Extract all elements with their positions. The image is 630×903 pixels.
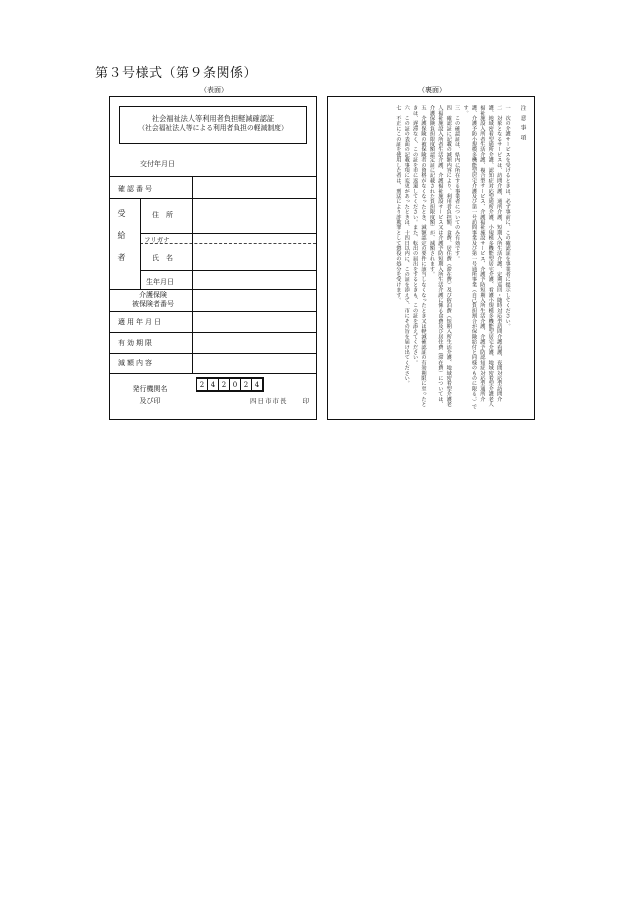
insured-number-label-line1: 介護保険	[139, 291, 167, 299]
start-date-label: 適用年月日	[118, 318, 163, 326]
back-side-label: （裏面）	[418, 86, 446, 94]
issuer-code-digit: 2	[218, 378, 230, 391]
note-item: 六 この証の表面の記載事項に変更があったときは、十四日以内に、この証を添えて、市にその旨を届け出てください。	[403, 105, 410, 386]
issuer-label-line2: 及び印	[139, 397, 161, 405]
issuer-code-digit: 2	[240, 378, 252, 391]
note-item: 三 この確認証は、県内に所在する事業者についてのみ有効です。	[454, 105, 461, 261]
reduction-label: 減額内容	[118, 359, 154, 367]
card-subtitle: （社会福祉法人等による利用者負担の軽減制度）	[138, 124, 288, 133]
cert-number-label: 確認番号	[118, 185, 154, 193]
note-item: 二 対象となるサービスは、訪問介護、通所介護、短期入所生活介護、定期巡回・随時対応型訪問介護看護、夜間対応型訪問介護、地域密着型通所介護、認知症対応型通所介護、小規模多機能型居宅介護、看護小規模多機能型居宅介護、地域密着型介護老人福祉施設入所者生活介護、複合型サービス、介護福祉施設サービス、介護予防短期入所生活介護、介護予防認知症対応型通所介護、介護予防小規模多機能型居宅介護及び第一号訪問事業及び第一号通所事業（自己負担割合が保険給付と同様のものに限る。）です。	[462, 105, 503, 410]
note-item: 五 介護保険の被保険者の資格がなくなったとき、減額認定の要件に該当しなくなったとき又は軽減確認証の有効期限に至ったときは、遅滞なく、この証を市に返還してください。また、転出の届出をするときも、この証を添えてください。	[412, 105, 427, 407]
issuer-name-seal: 四日市市長 印	[250, 397, 310, 405]
issuer-label-line1: 発行機関名	[132, 385, 168, 393]
address-label: 住 所	[152, 211, 173, 219]
recipient-label: 受給者	[117, 209, 126, 275]
name-label: 氏 名	[152, 254, 173, 262]
issuer-code-digit: 4	[207, 378, 219, 391]
note-item: 一 次の介護サービスを受けるときは、必ず事前に、この確認証を事業者に提示してください。	[504, 105, 511, 329]
issuer-code-boxes	[196, 377, 264, 392]
issuer-code-digit: 2	[196, 378, 208, 391]
issue-date-label: 交付年月日	[140, 160, 175, 168]
issuer-code-digit: 4	[251, 378, 263, 391]
form-title: 第３号様式（第９条関係）	[95, 66, 258, 81]
back-card	[327, 96, 535, 420]
insured-number-label	[118, 291, 188, 309]
furigana-label: フリガナ	[144, 236, 170, 244]
notes-text	[394, 105, 526, 410]
front-side-label: （表面）	[200, 86, 228, 94]
front-card	[109, 96, 317, 420]
card-title: 社会福祉法人等利用者負担軽減確認証	[151, 114, 275, 123]
note-item: 七 不正にこの証を使用した者は、刑法により詐欺罪として懲役の処分を受けます。	[395, 105, 402, 303]
note-item: 四 確認証に記載の減額内容により、利用者負担額、食費、居住費（滞在費）及び宿泊費（短期入所生活介護、地域密着型介護老人福祉施設入所者生活介護、介護福祉施設サービス又は介護予防短期入所生活介護に係る食費及び居住費（滞在費）については、介護保険負担限度額認定証に記載された負担限度額）が、減額されます。	[428, 105, 452, 407]
birth-date-label: 生年月日	[146, 278, 174, 286]
issuer-code-digit: 0	[229, 378, 241, 391]
insured-number-label-line2: 被保険者番号	[132, 300, 174, 308]
card-title-box	[119, 106, 307, 144]
issuer-label	[120, 383, 180, 407]
notes-title: 注意事項	[519, 105, 525, 145]
valid-until-label: 有効期限	[118, 339, 154, 347]
